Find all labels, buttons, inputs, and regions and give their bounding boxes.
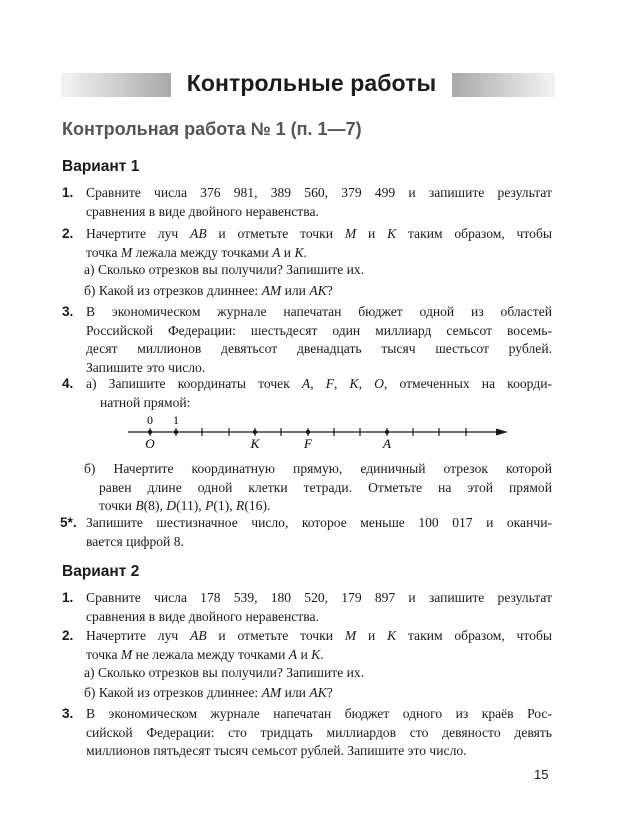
v1-task-4: 4. а) Запишите координаты точек A, F, K, O, отмеченных на коорди- натной прямой:	[62, 376, 553, 410]
label-o: O	[145, 436, 155, 451]
task-number: 3.	[62, 706, 74, 721]
tick-label-1: 1	[173, 413, 179, 427]
point-k	[253, 430, 257, 434]
v2-task-3: 3. В экономическом журнале напечатан бюджет одного из краёв Рос- сийской Федерации: сто тридцать миллиардов сто девяносто девять миллионов пятьдесят тысяч семьсот рублей. Запишите это число.	[62, 706, 552, 758]
page-number: 15	[534, 767, 549, 782]
coordinate-line	[128, 412, 512, 452]
task-number: 2.	[62, 226, 74, 241]
point-a	[385, 430, 389, 434]
v1-task-3: 3. В экономическом журнале напечатан бюджет одной из областей Российской Федерации: шестьдесят один миллиард семьсот восемь- десят миллионов девятьсот двенадцать тысяч шестьсот рублей. Запишите это число.	[62, 304, 552, 375]
v1-task-4b: б) Начертите координатную прямую, единичный отрезок которой равен длине одной клетки тетради. Отметьте на этой прямой точки B(8), D(11), P(1), R(16).	[84, 461, 552, 513]
v2-task-2b: б) Какой из отрезков длиннее: AM или AK?	[84, 685, 333, 700]
v1-task-1: 1. Сравните числа 376 981, 389 560, 379 499 и запишите результат сравнения в виде двойного неравенства.	[62, 185, 552, 219]
test-title: Контрольная работа № 1 (п. 1—7)	[62, 119, 362, 139]
v2-task-2: 2. Начертите луч AB и отметьте точки M и K таким образом, чтобы точка M не лежала между точками A и K.	[62, 628, 552, 662]
header-decor-left	[61, 73, 171, 97]
task-number: 5*.	[60, 515, 77, 530]
v1-task-5: 5*. Запишите шестизначное число, которое меньше 100 017 и оканчи- вается цифрой 8.	[60, 515, 552, 549]
v1-task-2: 2. Начертите луч AB и отметьте точки M и K таким образом, чтобы точка M лежала между точками A и K.	[62, 226, 552, 260]
task-number: 4.	[62, 376, 74, 391]
tick-label-0: 0	[147, 413, 153, 427]
point-f	[306, 430, 310, 434]
v2-task-2a: а) Сколько отрезков вы получили? Запишите их.	[84, 665, 365, 680]
task-number: 1.	[62, 185, 74, 200]
task-number: 2.	[62, 628, 74, 643]
point-one	[174, 430, 178, 434]
label-a: A	[383, 436, 391, 451]
page-header-title: Контрольные работы	[186, 70, 437, 96]
axis-arrow	[496, 429, 508, 436]
task-number: 3.	[62, 304, 74, 319]
variant-2-title: Вариант 2	[62, 563, 140, 580]
point-o	[148, 430, 152, 434]
header-decor-right	[452, 73, 555, 97]
task-number: 1.	[62, 590, 74, 605]
variant-1-title: Вариант 1	[62, 158, 140, 175]
v2-task-1: 1. Сравните числа 178 539, 180 520, 179 897 и запишите результат сравнения в виде двойного неравенства.	[62, 590, 552, 624]
v1-task-2b: б) Какой из отрезков длиннее: AM или AK?	[84, 283, 333, 298]
v1-task-2a: а) Сколько отрезков вы получили? Запишите их.	[84, 262, 365, 277]
label-k: K	[250, 436, 260, 451]
label-f: F	[304, 436, 312, 451]
